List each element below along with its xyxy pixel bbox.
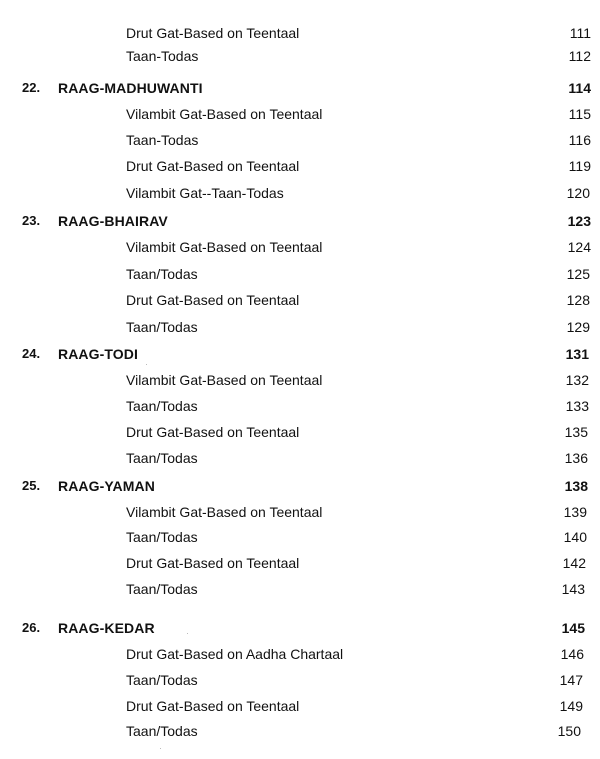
toc-entry[interactable] bbox=[0, 552, 600, 574]
toc-entry[interactable] bbox=[0, 182, 600, 204]
toc-entry[interactable] bbox=[0, 236, 600, 258]
toc-entry[interactable] bbox=[0, 103, 600, 125]
entry-title: Drut Gat-Based on Teentaal bbox=[126, 424, 300, 440]
entry-title: Taan-Todas bbox=[126, 132, 199, 148]
entry-title: Vilambit Gat-Based on Teentaal bbox=[126, 372, 323, 388]
toc-entry[interactable] bbox=[0, 45, 600, 67]
entry-title: Taan/Todas bbox=[126, 529, 198, 545]
entry-title: Drut Gat-Based on Teentaal bbox=[126, 25, 300, 41]
entry-title: Vilambit Gat-Based on Teentaal bbox=[126, 239, 323, 255]
toc-entry[interactable] bbox=[0, 369, 600, 391]
page-number: 143 bbox=[561, 581, 585, 597]
toc-entry[interactable] bbox=[0, 669, 600, 691]
entry-title: Drut Gat-Based on Teentaal bbox=[126, 292, 300, 308]
section-number: 24. bbox=[22, 346, 41, 361]
toc-entry[interactable] bbox=[0, 578, 600, 600]
scan-speck bbox=[160, 748, 161, 749]
toc-entry[interactable] bbox=[0, 526, 600, 548]
entry-title: Drut Gat-Based on Teentaal bbox=[126, 555, 300, 571]
toc-entry[interactable] bbox=[0, 421, 600, 443]
page-number: 114 bbox=[568, 80, 591, 96]
toc-entry[interactable] bbox=[0, 316, 600, 338]
section-title: RAAG-YAMAN bbox=[58, 478, 155, 494]
page-number: 138 bbox=[564, 478, 588, 494]
entry-title: Vilambit Gat--Taan-Todas bbox=[126, 185, 284, 201]
entry-title: Taan/Todas bbox=[126, 398, 198, 414]
scan-speck bbox=[187, 633, 188, 634]
page-number: 147 bbox=[559, 672, 583, 688]
entry-title: Taan/Todas bbox=[126, 450, 198, 466]
page-number: 132 bbox=[565, 372, 589, 388]
section-number: 22. bbox=[22, 80, 41, 95]
toc-entry[interactable] bbox=[0, 395, 600, 417]
toc-entry[interactable] bbox=[0, 129, 600, 151]
toc-entry[interactable] bbox=[0, 695, 600, 717]
page-number: 140 bbox=[563, 529, 587, 545]
page-number: 135 bbox=[564, 424, 588, 440]
entry-title: Drut Gat-Based on Aadha Chartaal bbox=[126, 646, 344, 662]
section-number: 23. bbox=[22, 213, 41, 228]
page-number: 115 bbox=[568, 106, 591, 122]
page-number: 116 bbox=[568, 132, 591, 148]
entry-title: Vilambit Gat-Based on Teentaal bbox=[126, 504, 323, 520]
page-number: 125 bbox=[566, 266, 590, 282]
page-number: 136 bbox=[564, 450, 588, 466]
page-number: 123 bbox=[567, 213, 591, 229]
toc-entry[interactable] bbox=[0, 643, 600, 665]
toc-entry[interactable] bbox=[0, 447, 600, 469]
toc-section-raag-todi[interactable] bbox=[0, 343, 600, 365]
toc-entry[interactable] bbox=[0, 263, 600, 285]
page-number: 129 bbox=[566, 319, 590, 335]
toc-section-raag-bhairav[interactable] bbox=[0, 210, 600, 232]
toc-section-raag-madhuwanti[interactable] bbox=[0, 77, 600, 99]
entry-title: Taan-Todas bbox=[126, 48, 199, 64]
page-number: 119 bbox=[568, 158, 591, 174]
toc-section-raag-yaman[interactable] bbox=[0, 475, 600, 497]
section-title: RAAG-MADHUWANTI bbox=[58, 80, 203, 96]
section-title: RAAG-BHAIRAV bbox=[58, 213, 168, 229]
page-number: 142 bbox=[562, 555, 586, 571]
entry-title: Drut Gat-Based on Teentaal bbox=[126, 698, 300, 714]
page-number: 131 bbox=[565, 346, 589, 362]
entry-title: Vilambit Gat-Based on Teentaal bbox=[126, 106, 323, 122]
section-number: 25. bbox=[22, 478, 41, 493]
entry-title: Taan/Todas bbox=[126, 581, 198, 597]
toc-section-raag-kedar[interactable] bbox=[0, 617, 600, 639]
toc-entry[interactable] bbox=[0, 289, 600, 311]
toc-entry[interactable] bbox=[0, 155, 600, 177]
entry-title: Taan/Todas bbox=[126, 723, 198, 739]
page-number: 120 bbox=[566, 185, 590, 201]
entry-title: Drut Gat-Based on Teentaal bbox=[126, 158, 300, 174]
entry-title: Taan/Todas bbox=[126, 672, 198, 688]
section-number: 26. bbox=[22, 620, 41, 635]
page-number: 145 bbox=[561, 620, 585, 636]
toc-entry[interactable] bbox=[0, 720, 600, 742]
page-number: 124 bbox=[567, 239, 591, 255]
page-number: 150 bbox=[557, 723, 581, 739]
entry-title: Taan/Todas bbox=[126, 319, 198, 335]
toc-entry[interactable] bbox=[0, 22, 600, 44]
page-number: 149 bbox=[559, 698, 583, 714]
page-number: 146 bbox=[560, 646, 584, 662]
page-number: 111 bbox=[569, 25, 591, 41]
scan-speck bbox=[146, 364, 147, 365]
page-number: 139 bbox=[563, 504, 587, 520]
section-title: RAAG-TODI bbox=[58, 346, 138, 362]
page-number: 128 bbox=[566, 292, 590, 308]
toc-entry[interactable] bbox=[0, 501, 600, 523]
entry-title: Taan/Todas bbox=[126, 266, 198, 282]
page-number: 112 bbox=[568, 48, 591, 64]
page-number: 133 bbox=[565, 398, 589, 414]
section-title: RAAG-KEDAR bbox=[58, 620, 155, 636]
